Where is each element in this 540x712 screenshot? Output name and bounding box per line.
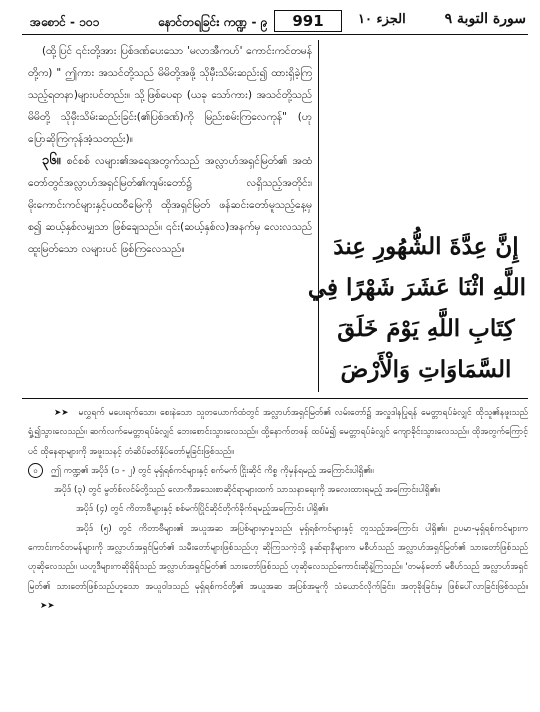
page-number-box: 991	[274, 10, 342, 32]
end-arrow-icon: ➤➤	[40, 600, 55, 611]
footnotes	[28, 404, 528, 616]
footnote-1	[28, 404, 528, 462]
arabic-line-2: اللَّهِ اثْنَا عَشَرَ شَهْرًا فِي	[307, 274, 526, 301]
header-chapter-title: နောင်တရခြင်း ကဏ္ဍ - ၉	[158, 15, 268, 29]
intro-paragraph: (ထို့ပြင် ၎င်းတို့အား ပြစ်ဒဏ်ပေးသော 'မလာအီကဟ်' ကောင်းကင်တမန်တို့က) " ဤကား အသင်တို့သည် မိမိတို့အဖို့ သိုမှီးသိမ်းဆည်း၍ ထားရှိခဲ့ကြသည့်ရတနာ)များပင်တည်း။ သို့ဖြစ်ပေရာ (ယခု သော်ကား) အသင်တို့သည် မိမိတို့ သိုမှီးသိမ်းဆည်းခြင်း(၏ပြစ်ဒဏ်)ကို မြည်းစမ်းကြလေကုန်" (ဟု ပြောဆိုကြကုန်အံ့သတည်း)။	[28, 45, 312, 145]
header-divider	[22, 34, 528, 35]
footnote-1-text: မလွှရက် မပေးရက်သော၊ စေးနဲသော သူတယောက်ထံတွင် အလ္လာဟ်အရှင်မြတ်၏ လမ်းတော်၌ အလှူဒါနပြုရန် မေတ္တာရပ်ခံလျှင် ထိုသူ၏နဖူးသည် ရှုံ့၍သွားလေသည်။ ဆက်လက်မေတ္တာရပ်ခံလျှင် ဘေးစောင်းသွားလေသည်။ ထို့နောက်တဖန် ထပ်မံ၍ မေတ္တာရပ်ခံလျှင် ကျောခိုင်းသွားလေသည်။ ထိုအတွက်ကြောင့်ပင် ထိုနေရာများကို အဖူးသနင့် တံဆိပ်ခတ်နှိပ်တော်မူခြင်းဖြစ်သည်။	[28, 408, 528, 457]
arabic-line-4: السَّمَاوَاتِ وَالْأَرْضَ	[340, 356, 512, 383]
header-surah: سورة التوبة ٩	[444, 11, 526, 27]
page-header	[22, 10, 532, 34]
footnote-3: အပိုဒ် (၃) တွင် မွတ်စ်လင်မ်တို့သည် လောကီအသေးစာဆိုင်ရာများထက် သာသနာရေးကို အလေးထားရမည့် အကြောင်းပါရှိ၏။	[54, 485, 440, 496]
footnote-divider	[22, 398, 528, 399]
verse-paragraph	[28, 150, 312, 260]
arabic-line-1: إِنَّ عِدَّةَ الشُّهُورِ عِندَ	[333, 233, 519, 260]
verse-translation: စင်စစ် လများ၏အရေအတွက်သည် အလ္လာဟ်အရှင်မြတ်၏ အထံတော်တွင်အလ္လာဟ်အရှင်မြတ်၏ကျမ်းတော်၌ လရှိသည့်အတိုင်း၊ မိုးကောင်းကင်များနှင့်ပထဝီမြေကို ထိုအရှင်မြတ် ဖန်ဆင်းတော်မူသည့်နေ့မှစ၍ ဆယ့်နှစ်လမျှသာ ဖြစ်ချေသည်။ ၎င်း(ဆယ့်နှစ်လ)အနက်မှ လေးလသည် ထူးမြတ်သော လများပင် ဖြစ်ကြလေသည်။	[28, 155, 312, 255]
column-divider	[318, 40, 319, 392]
arabic-line-3: كِتَابِ اللَّهِ يَوْمَ خَلَقَ	[337, 315, 515, 342]
footnote-4: အပိုဒ် (၄) တွင် ကိတာဗီများနှင့် စစ်မက်ပြိုင်ဆိုင်တိုက်ခိုက်ရမည့်အကြောင်း ပါရှိ၏။	[76, 504, 328, 515]
arrow-marker-icon: ➤➤	[54, 408, 69, 418]
footnote-2-text: ဤ ကဏ္ဍ၏ အပိုဒ် (၁ - ၂) တွင် မုရှ်ရစ်ကင်များနှင့် စက်မက် ငြိုးဆိုင် ကိစ္စ ကိုမှန်ရမည့် အကြောင်းပါရှိ၏။	[51, 465, 374, 476]
arabic-verse	[307, 226, 526, 390]
footnote-2	[28, 462, 528, 481]
header-volume: အစောင် - ၁၀၁	[30, 15, 100, 29]
translation-column	[28, 40, 312, 260]
footnote-5	[28, 520, 528, 616]
footnote-5-text: အပိုဒ် (၅) တွင် ကိတာဗီများ၏ အယူအဆ အပြစ်များမှာမှုသည်၊ မုရှ်ရစ်ကင်များနှင့် တူသည့်အကြောင်း ပါရှိ၏။ ဥပမာ-မုရှ်ရစ်ကင်များက ကောင်းကင်တမန်များကို အလ္လာဟ်အရှင်မြတ်၏ သမီးတော်များဖြစ်သည်ဟု ဆိုကြသကဲ့သို့ နဆ်ရာနီများက မစီဟ်သည် အလ္လာဟ်အရှင်မြတ်၏ သားတော်ဖြစ်သည်ဟုဆိုလေသည်။ ယဟူဒီများကဆိုရှိရ်သည် အလ္လာဟ်အရှင်မြတ်၏ သားတော်ဖြစ်သည် ဟုဆိုလေသည်ကောင်းဆိုနဲ့ကြသည်။ 'တမန်တော် မစီဟ်သည် အလ္လာဟ်အရှင်မြတ်၏ သားတော်ဖြစ်သည်ဟူသော အယူဝါဒသည် မုရှ်ရစ်ကင်တို့၏ အယူအဆ အပြစ်အမူကို သံယောင်လိုက်ခြင်း၊ အတုခိုးခြင်းမှ ဖြစ်ပေါ်လာခြင်းဖြစ်သည်။	[28, 523, 528, 592]
verse-number: ၃၆။	[42, 153, 61, 168]
header-juz: الجزء ١٠	[358, 12, 406, 27]
circle-number-icon: ဝ	[28, 463, 43, 478]
